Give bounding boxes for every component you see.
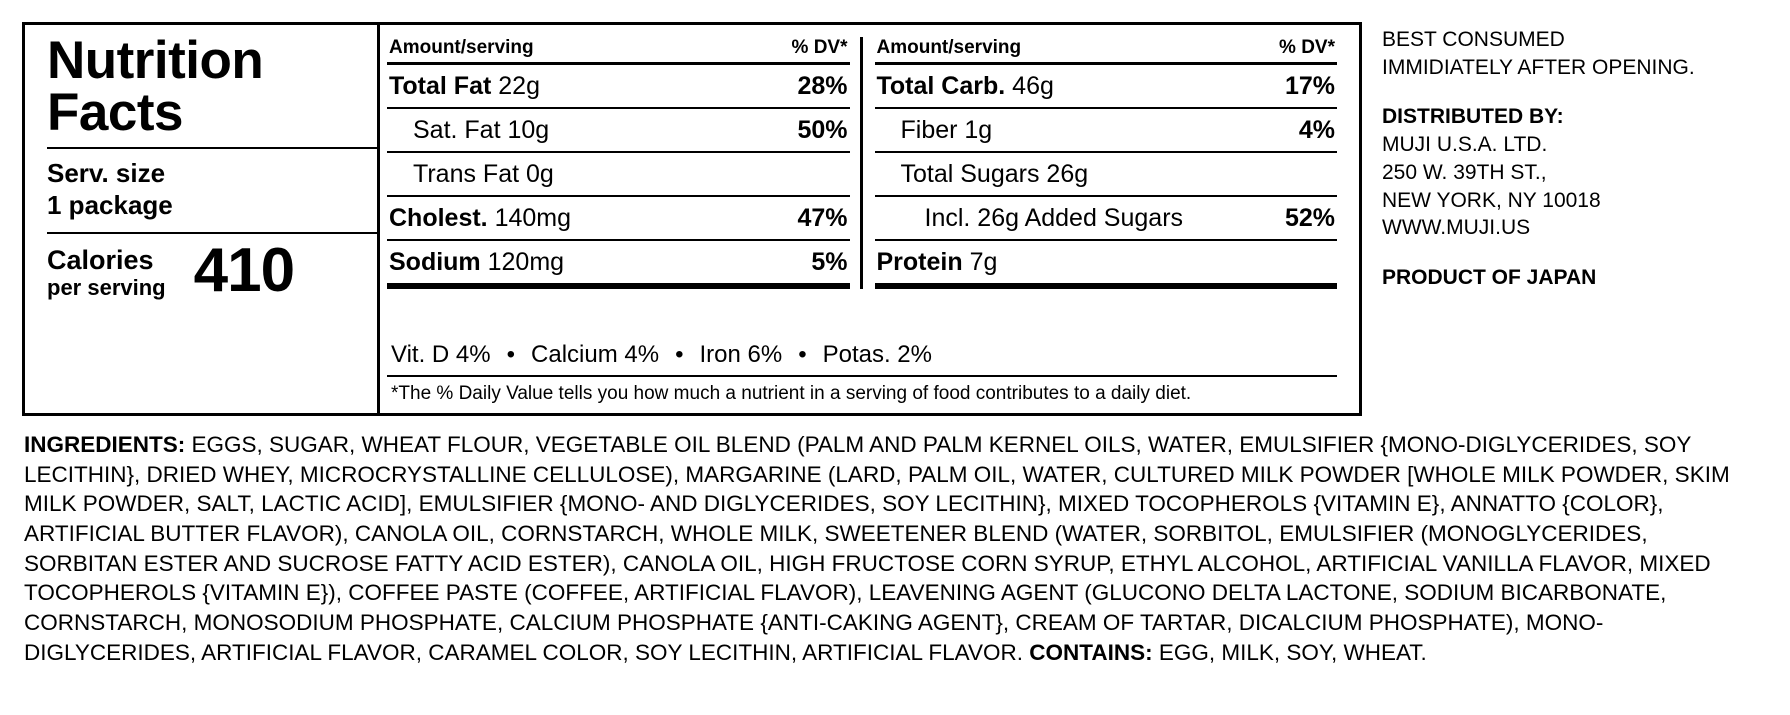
table-row xyxy=(875,109,1338,151)
side-info-block xyxy=(1382,26,1772,314)
ingredients-label: INGREDIENTS: xyxy=(24,432,186,457)
table-row xyxy=(387,153,850,195)
table-row xyxy=(875,197,1338,239)
distributor-block xyxy=(1382,103,1772,242)
ingredients-paragraph xyxy=(24,430,1754,668)
nutrient-name xyxy=(877,72,1054,101)
distributor-address-line2: NEW YORK, NY 10018 xyxy=(1382,188,1601,212)
nutrient-amount: 46g xyxy=(1012,72,1054,100)
calories-block xyxy=(47,235,377,305)
micronutrient-calcium: Calcium 4% xyxy=(531,341,660,368)
table-row xyxy=(387,109,850,151)
nutrient-column-left xyxy=(387,37,850,289)
divider-under-serving xyxy=(47,232,377,234)
nutrient-dv: 50% xyxy=(797,116,848,144)
amount-per-serving-label-left: Amount/serving xyxy=(389,37,534,58)
serving-size-block xyxy=(47,157,377,222)
serving-size-value: 1 package xyxy=(47,190,173,221)
nutrient-name xyxy=(389,72,540,101)
calories-label-group xyxy=(47,246,166,302)
calories-sublabel: per serving xyxy=(47,274,166,300)
nutrient-amount: 120mg xyxy=(487,248,565,276)
table-row xyxy=(387,197,850,239)
nutrient-dv: 17% xyxy=(1284,72,1335,100)
panel-title-line1: Nutrition xyxy=(47,31,264,90)
divider-bottom-left xyxy=(387,283,850,289)
nutrient-name-bold: Protein xyxy=(876,248,963,276)
micronutrient-vitamin-d: Vit. D 4% xyxy=(391,341,491,368)
table-row xyxy=(387,65,850,107)
distributor-address-line1: 250 W. 39TH ST., xyxy=(1382,160,1547,184)
nutrient-name: Sat. Fat 10g xyxy=(413,116,550,144)
nutrient-amount: 140mg xyxy=(494,204,572,232)
nutrient-name xyxy=(389,204,571,233)
contains-text: EGG, MILK, SOY, WHEAT. xyxy=(1152,639,1427,665)
table-row xyxy=(387,241,850,283)
nutrient-dv: 28% xyxy=(797,72,848,100)
best-consumed-block xyxy=(1382,26,1772,81)
nutrient-name-bold: Total Carb. xyxy=(876,72,1006,100)
nutrition-facts-panel xyxy=(22,22,1362,416)
serving-size-label: Serv. size xyxy=(47,157,166,188)
micronutrient-separator: • xyxy=(506,341,516,368)
contains-label: CONTAINS: xyxy=(1029,639,1153,665)
micronutrient-section xyxy=(387,333,1337,405)
vertical-divider xyxy=(377,25,380,413)
table-row xyxy=(875,153,1338,195)
column-header-right xyxy=(875,37,1338,62)
calories-label: Calories xyxy=(47,245,154,275)
panel-title xyxy=(47,31,377,142)
nutrient-name: Total Sugars 26g xyxy=(900,160,1089,188)
percent-dv-label-left: % DV* xyxy=(791,37,848,58)
nutrition-summary-block xyxy=(47,31,377,305)
nutrient-name-bold: Total Fat xyxy=(389,72,492,100)
nutrient-dv: 4% xyxy=(1298,116,1335,144)
nutrient-amount: 7g xyxy=(969,248,998,276)
nutrient-dv: 47% xyxy=(797,204,848,232)
nutrient-name: Fiber 1g xyxy=(900,116,993,144)
panel-title-line2: Facts xyxy=(47,82,183,142)
nutrient-dv: 52% xyxy=(1284,204,1335,232)
distributor-name: MUJI U.S.A. LTD. xyxy=(1382,133,1548,157)
micronutrient-separator: • xyxy=(798,341,807,368)
product-origin: PRODUCT OF JAPAN xyxy=(1382,266,1597,290)
nutrient-name: Trans Fat 0g xyxy=(413,160,554,188)
nutrient-name: Incl. 26g Added Sugars xyxy=(924,204,1184,232)
nutrient-name-bold: Cholest. xyxy=(389,204,488,232)
ingredients-text: EGGS, SUGAR, WHEAT FLOUR, VEGETABLE OIL BLEND (PALM AND PALM KERNEL OILS, WATER, EMULSIFIER {MONO-DIGLYCERIDES, SOY LECITHIN}, DRIED WHEY, MICROCRYSTALLINE CELLULOSE), MARGARINE (LARD, PALM OIL, WATER, CULTURED MILK POWDER [WHOLE MILK POWDER, SKIM MILK POWDER, SALT, LACTIC ACID], EMULSIFIER {MONO- AND DIGLYCERIDES, SOY LECITHIN}, MIXED TOCOPHEROLS {VITAMIN E}, ANNATTO {COLOR}, ARTIFICIAL BUTTER FLAVOR), CANOLA OIL, CORNSTARCH, WHOLE MILK, SWEETENER BLEND (WATER, SORBITOL, EMULSIFIER (MONOGLYCERIDES, SORBITAN ESTER AND SUCROSE FATTY ACID ESTER), CANOLA OIL, HIGH FRUCTOSE CORN SYRUP, ETHYL ALCOHOL, ARTIFICIAL VANILLA FLAVOR, MIXED TOCOPHEROLS {VITAMIN E}), COFFEE PASTE (COFFEE, ARTIFICIAL FLAVOR), LEAVENING AGENT (GLUCONO DELTA LACTONE, SODIUM BICARBONATE, CORNSTARCH, MONOSODIUM PHOSPHATE, CALCIUM PHOSPHATE {ANTI-CAKING AGENT}, CREAM OF TARTAR, DICALCIUM PHOSPHATE), MONO-DIGLYCERIDES, ARTIFICIAL FLAVOR, CARAMEL COLOR, SOY LECITHIN, ARTIFICIAL FLAVOR. xyxy=(24,432,1730,665)
nutrient-name-bold: Sodium xyxy=(389,248,481,276)
best-consumed-line1: BEST CONSUMED xyxy=(1382,28,1565,51)
column-header-left xyxy=(387,37,850,62)
nutrient-name xyxy=(877,248,998,277)
distributor-website: WWW.MUJI.US xyxy=(1382,216,1531,240)
percent-dv-label-right: % DV* xyxy=(1279,37,1335,58)
amount-per-serving-label-right: Amount/serving xyxy=(876,37,1022,58)
table-row xyxy=(875,241,1338,283)
nutrient-amount: 22g xyxy=(498,72,540,100)
micronutrient-separator: • xyxy=(675,341,684,368)
divider-bottom-right xyxy=(875,283,1338,289)
micronutrient-potassium: Potas. 2% xyxy=(822,341,932,368)
nutrient-column-right xyxy=(860,37,1338,289)
nutrient-name xyxy=(389,248,564,277)
daily-value-footnote: *The % Daily Value tells you how much a nutrient in a serving of food contributes to a daily diet. xyxy=(391,383,1192,404)
best-consumed-line2: IMMIDIATELY AFTER OPENING. xyxy=(1382,55,1695,79)
nutrient-dv: 5% xyxy=(811,248,848,276)
micronutrient-row xyxy=(387,333,1337,375)
table-row xyxy=(875,65,1338,107)
origin-block xyxy=(1382,264,1772,292)
micronutrient-iron: Iron 6% xyxy=(699,341,783,368)
nutrient-columns xyxy=(387,37,1337,289)
calories-value: 410 xyxy=(193,235,295,305)
divider-under-title xyxy=(47,147,377,149)
distributed-by-label: DISTRIBUTED BY: xyxy=(1382,105,1564,129)
